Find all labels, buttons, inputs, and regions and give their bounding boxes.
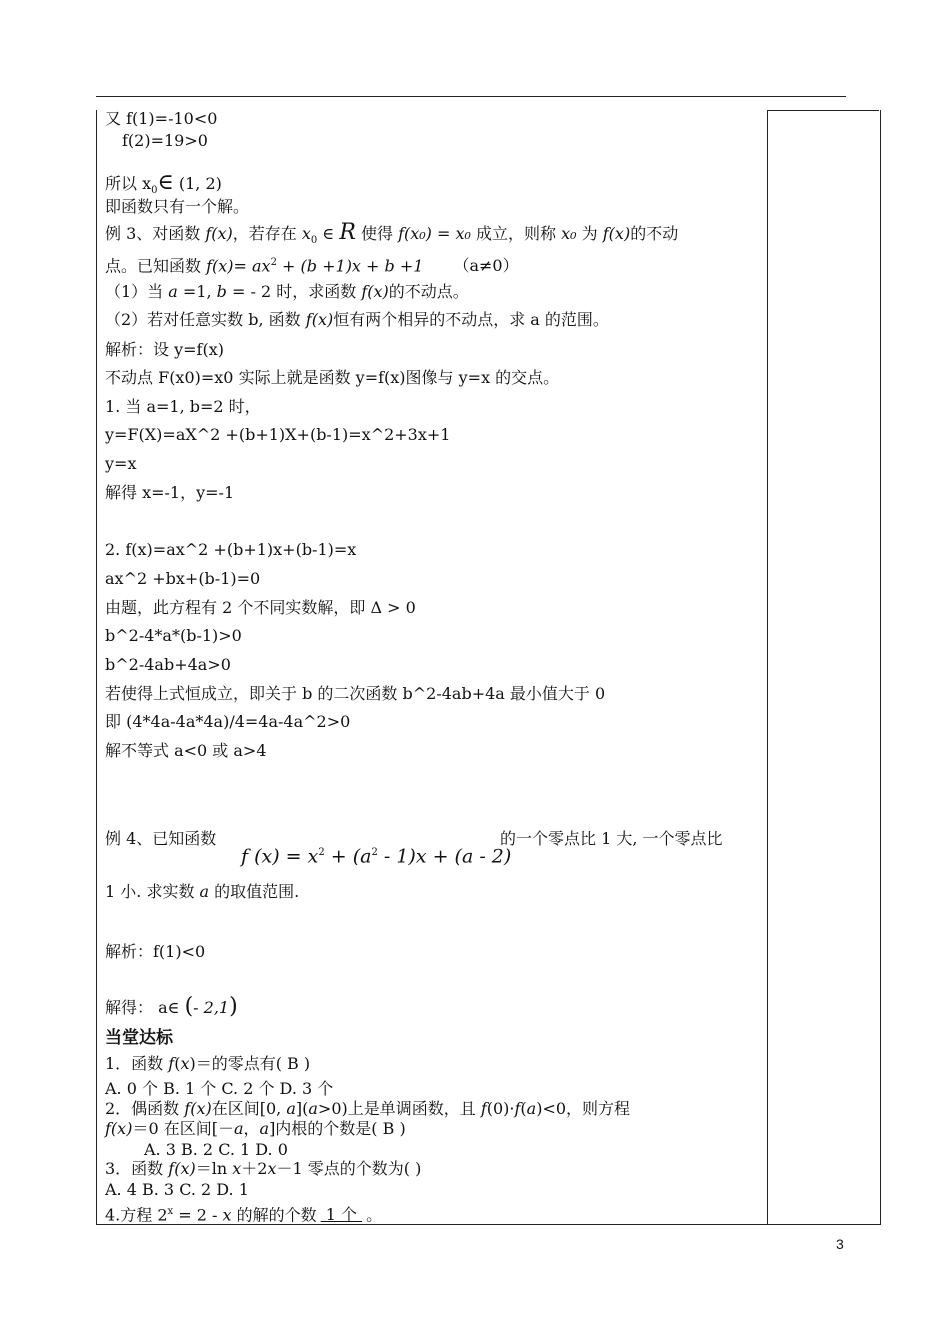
exercise-2-options: A. 3 B. 2 C. 1 D. 0 — [144, 1140, 288, 1159]
example-3-question-2: （2）若对任意实数 b, 函数 f(x)恒有两个相异的不动点，求 a 的范围。 — [105, 310, 609, 329]
page-number: 3 — [836, 1236, 844, 1252]
exercise-3: 3．函数 f(x)＝ln x＋2x－1 零点的个数为( ) — [105, 1159, 422, 1178]
solution-line-14: 解不等式 a<0 或 a>4 — [105, 741, 267, 760]
line-f2: f(2)=19>0 — [122, 131, 208, 150]
example-3-function: 点。已知函数 $f(x)= ax^2 + (b +1)x + b +1$ （a≠0） — [105, 256, 519, 276]
exercise-1: 1．函数 f(x)＝的零点有( B ) — [105, 1054, 311, 1073]
example-4-analysis: 解析：f(1)<0 — [105, 942, 206, 961]
exercise-1-options: A. 0 个 B. 1 个 C. 2 个 D. 3 个 — [105, 1079, 334, 1098]
answer-blank: 1 个 — [320, 1205, 363, 1225]
solution-line-11: b^2-4ab+4a>0 — [105, 655, 231, 674]
exercise-2-cont: f(x)＝0 在区间[－a，a]内根的个数是( B ) — [105, 1119, 406, 1138]
solution-line-3: 1. 当 a=1, b=2 时， — [105, 397, 261, 416]
example-4-intro: 例 4、已知函数 — [105, 829, 217, 848]
line-f1: 又 f(1)=-10<0 — [105, 109, 218, 128]
exercise-3-options: A. 4 B. 3 C. 2 D. 1 — [105, 1180, 249, 1199]
header-rule — [96, 96, 846, 97]
exercise-2: 2．偶函数 f(x)在区间[0, a](a>0)上是单调函数，且 f(0)·f(a)<0，则方程 — [105, 1099, 631, 1118]
section-heading: 当堂达标 — [105, 1028, 173, 1048]
table-column-divider — [767, 110, 768, 1224]
solution-line-5: y=x — [105, 454, 137, 473]
solution-line-1: 解析：设 y=f(x) — [105, 340, 224, 359]
line-one-solution: 即函数只有一个解。 — [105, 197, 250, 216]
solution-line-12: 若使得上式恒成立，即关于 b 的二次函数 b^2-4ab+4a 最小值大于 0 — [105, 684, 606, 703]
example-3-question-1: （1）当 a =1, b = - 2 时，求函数 f(x)的不动点。 — [105, 282, 469, 301]
solution-line-8: ax^2 +bx+(b-1)=0 — [105, 569, 261, 588]
example-4-answer: 解得： a∈ (- 2,1) — [105, 994, 238, 1019]
example-4-question: 1 小. 求实数 a 的取值范围. — [105, 882, 300, 901]
solution-line-4: y=F(X)=aX^2 +(b+1)X+(b-1)=x^2+3x+1 — [105, 425, 451, 444]
example-3-statement: 例 3、对函数 f(x)，若存在 $x_0$ ∈ R 使得 f(x₀) = x₀ 成立，则称 x₀ 为 f(x)的不动 — [105, 220, 679, 247]
example-4-condition: 的一个零点比 1 大, 一个零点比 — [500, 829, 723, 848]
solution-line-13: 即 (4*4a-4a*4a)/4=4a-4a^2>0 — [105, 712, 351, 731]
solution-line-10: b^2-4*a*(b-1)>0 — [105, 626, 242, 645]
solution-line-7: 2. f(x)=ax^2 +(b+1)x+(b-1)=x — [105, 540, 357, 559]
solution-line-9: 由题，此方程有 2 个不同实数解，即 Δ > 0 — [105, 598, 416, 617]
example-4-formula: f $(x) = x^2 + (a^2 - 1)x + (a - 2)$ — [241, 845, 512, 868]
solution-line-2: 不动点 F(x0)=x0 实际上就是函数 y=f(x)图像与 y=x 的交点。 — [105, 368, 560, 387]
right-cell-top-border — [767, 110, 879, 111]
line-interval: 所以 $x_0\in$ (1, 2) — [105, 170, 222, 197]
exercise-4: 4.方程 $2^x = 2 - x$ 的解的个数 1 个 。 — [105, 1205, 383, 1225]
solution-line-6: 解得 x=-1，y=-1 — [105, 483, 235, 502]
